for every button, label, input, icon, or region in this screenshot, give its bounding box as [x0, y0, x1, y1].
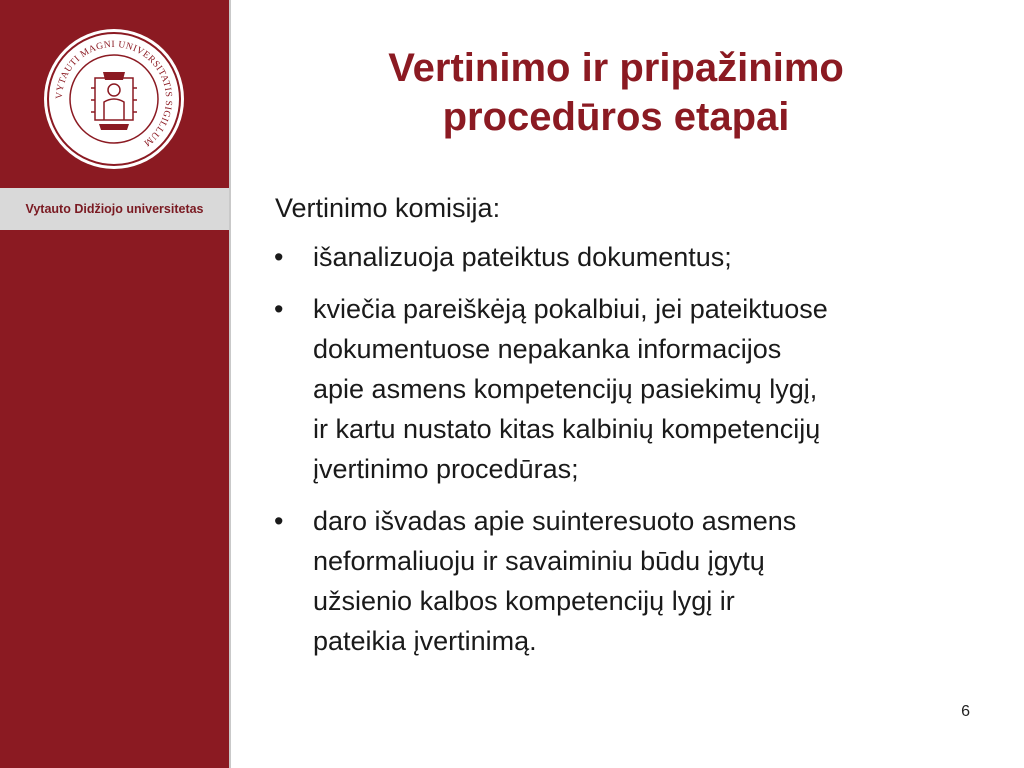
bullet-line: įvertinimo procedūras; [313, 454, 579, 484]
bullet-line: daro išvadas apie suinteresuoto asmens [313, 506, 797, 536]
bullet-line: apie asmens kompetencijų pasiekimų lygį, [313, 374, 818, 404]
bullet-icon: • [274, 506, 284, 536]
seal-lettering: VYTAUTI MAGNI UNIVERSITATIS SIGILLUM [54, 39, 174, 148]
bullet-item [270, 237, 990, 277]
slide-title-line: procedūros etapai [442, 95, 790, 139]
page-number: 6 [961, 703, 970, 720]
bullet-line: pateikia įvertinimą. [313, 626, 537, 656]
university-seal-icon [43, 28, 185, 170]
sidebar-divider [229, 0, 231, 768]
bullet-line: dokumentuose nepakanka informacijos [313, 334, 782, 364]
slide-title [296, 44, 936, 142]
university-name: Vytauto Didžiojo universitetas [25, 202, 204, 216]
slide-title-line: Vertinimo ir pripažinimo [388, 46, 844, 90]
bullet-list [270, 237, 990, 673]
bullet-icon: • [274, 242, 284, 272]
bullet-item [270, 289, 990, 489]
intro-text: Vertinimo komisija: [275, 193, 501, 223]
bullet-line: ir kartu nustato kitas kalbinių kompetencijų [313, 414, 821, 444]
bullet-line: užsienio kalbos kompetencijų lygį ir [313, 586, 735, 616]
bullet-icon: • [274, 294, 284, 324]
bullet-line: kviečia pareiškėją pokalbiui, jei pateiktuose [313, 294, 828, 324]
bullet-item [270, 501, 990, 661]
bullet-line: neformaliuoju ir savaiminiu būdu įgytų [313, 546, 765, 576]
bullet-line: išanalizuoja pateiktus dokumentus; [313, 242, 732, 272]
sidebar [0, 0, 229, 768]
university-name-bar [0, 188, 229, 230]
